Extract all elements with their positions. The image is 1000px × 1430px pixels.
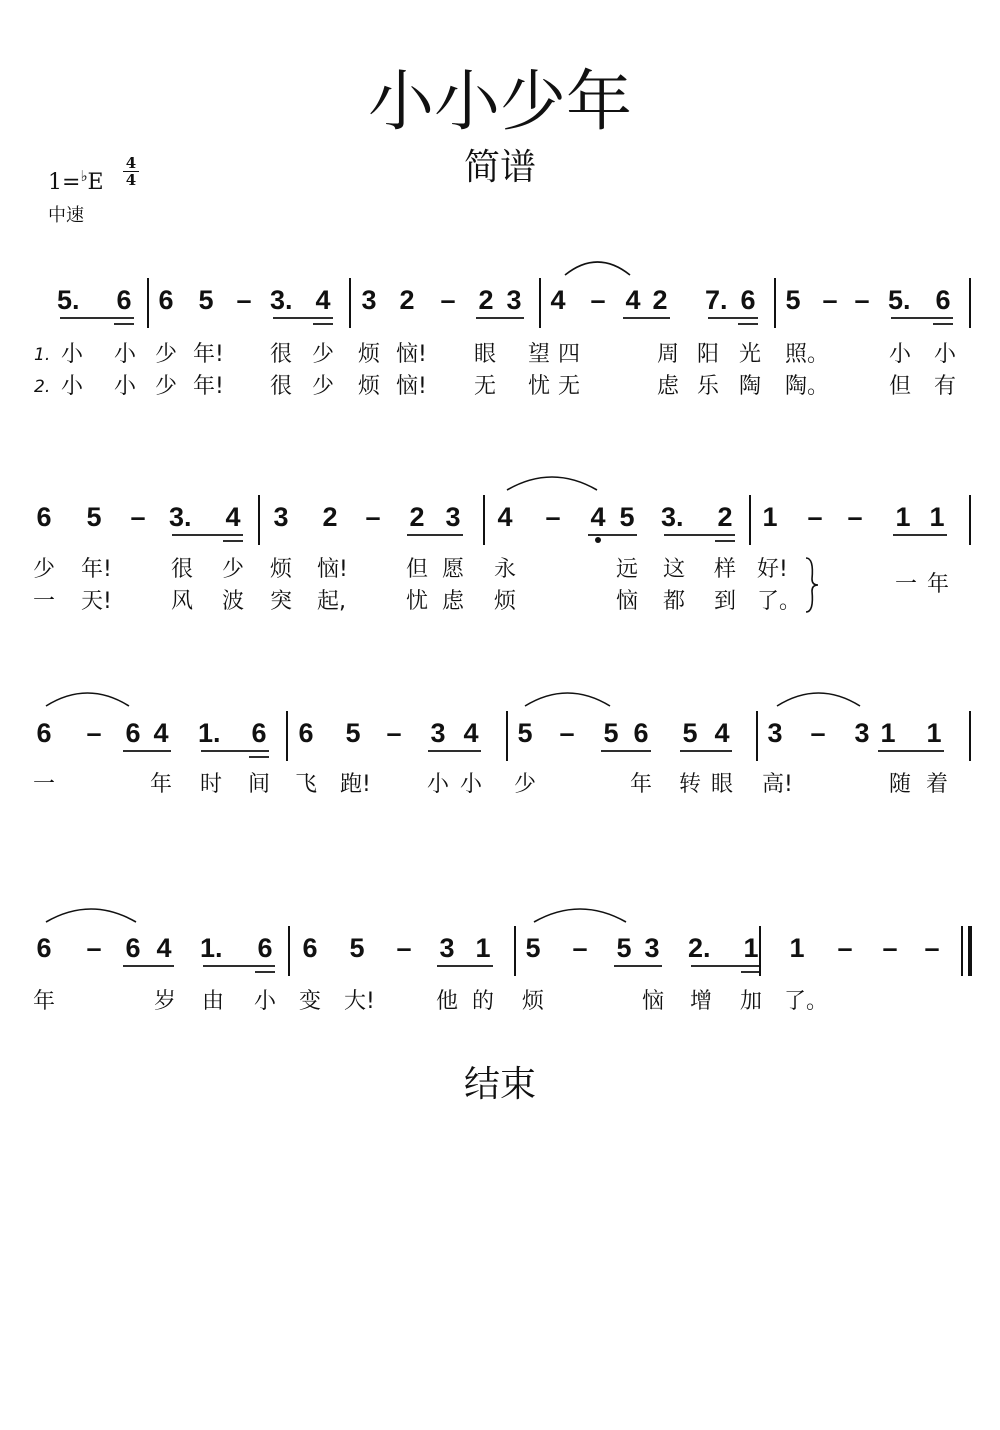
- note: –: [837, 933, 853, 963]
- note: 3: [430, 718, 446, 748]
- lyric-char: 大!: [344, 989, 375, 1014]
- note: 3: [361, 285, 377, 315]
- lyric-char: 的: [471, 989, 494, 1014]
- lyric-char: 远: [615, 557, 638, 582]
- lyric-char: 小: [60, 342, 83, 367]
- lyric-char: 都: [662, 589, 685, 614]
- lyric-char: 随: [888, 772, 911, 797]
- note: 4: [625, 285, 641, 315]
- lyric-char: 烦: [269, 557, 292, 582]
- lyric-char: 小: [253, 989, 276, 1014]
- note: 6: [158, 285, 174, 315]
- lyric-char: 到: [713, 589, 736, 614]
- note: 3: [439, 933, 455, 963]
- verse-brace: [806, 558, 818, 612]
- lyric-char: 间: [247, 772, 270, 797]
- note: –: [854, 285, 870, 315]
- note: 5: [682, 718, 698, 748]
- lyric-char: 加: [739, 989, 762, 1014]
- key-prefix: 1=: [48, 170, 81, 195]
- note: 3.: [270, 285, 293, 315]
- lyric-char: 一: [32, 772, 55, 797]
- slur: [534, 909, 626, 922]
- note: 1: [880, 718, 896, 748]
- page-title: 小小少年: [368, 63, 632, 140]
- note: 6: [36, 718, 52, 748]
- note: 2: [409, 502, 425, 532]
- note: 5: [603, 718, 619, 748]
- slur: [565, 262, 630, 275]
- verse-number: 2.: [34, 377, 51, 397]
- note: 3: [273, 502, 289, 532]
- note: 5: [616, 933, 632, 963]
- slur: [46, 909, 136, 922]
- note: 1: [743, 933, 759, 963]
- lyric-char: 飞: [294, 772, 317, 797]
- lyric-char: 了。: [784, 989, 829, 1014]
- note: 5: [86, 502, 102, 532]
- lyric-char: 样: [713, 557, 736, 582]
- lyric-char: 陶。: [785, 374, 830, 399]
- note: –: [386, 718, 402, 748]
- note: 6: [633, 718, 649, 748]
- note: –: [810, 718, 826, 748]
- lyric-char: 少: [154, 374, 177, 399]
- note: 4: [550, 285, 566, 315]
- ending-text: 结束: [463, 1064, 536, 1105]
- note: 2: [322, 502, 338, 532]
- lyric-char: 了。: [757, 589, 802, 614]
- note: 6: [125, 718, 141, 748]
- lyric-char: 照。: [785, 342, 830, 367]
- lyric-char: 虑: [656, 374, 679, 399]
- lyric-char: 虑: [441, 589, 464, 614]
- note: 3: [644, 933, 660, 963]
- lyric-char: 永: [493, 557, 516, 582]
- note: 5: [619, 502, 635, 532]
- slur: [507, 477, 597, 490]
- note: –: [924, 933, 940, 963]
- note: –: [807, 502, 823, 532]
- note: 1.: [200, 933, 223, 963]
- note: 3: [854, 718, 870, 748]
- note: –: [847, 502, 863, 532]
- lyric-char: 四: [557, 342, 580, 367]
- lyric-char: 光: [738, 342, 761, 367]
- lyric-char: 转: [678, 772, 701, 797]
- note: 1: [475, 933, 491, 963]
- lyric-char: 少: [311, 374, 334, 399]
- lyric-char: 少: [513, 772, 536, 797]
- lyric-char: 眼: [710, 772, 733, 797]
- lyric-char: 眼: [473, 342, 496, 367]
- verse-number: 1.: [34, 345, 51, 365]
- note: 6: [116, 285, 132, 315]
- note: 4: [315, 285, 331, 315]
- note: 1: [929, 502, 945, 532]
- lyric-char: 变: [298, 989, 321, 1014]
- lyric-char: 烦: [521, 989, 544, 1014]
- lyric-char: 望: [527, 342, 550, 367]
- lyric-char: 年!: [81, 557, 112, 582]
- lyric-char: 但: [405, 557, 428, 582]
- tempo-marking: 中速: [48, 205, 84, 226]
- lyric-char: 小: [459, 772, 482, 797]
- lyric-char: 但: [888, 374, 911, 399]
- lyric-char: 年: [926, 572, 949, 597]
- note: –: [86, 933, 102, 963]
- note: 4: [463, 718, 479, 748]
- lyric-char: 起,: [317, 589, 346, 614]
- lyric-char: 好!: [757, 557, 788, 582]
- lyric-char: 恼!: [396, 342, 427, 367]
- slur: [525, 693, 610, 706]
- note: 6: [251, 718, 267, 748]
- note: 5: [517, 718, 533, 748]
- note: –: [590, 285, 606, 315]
- lyric-char: 时: [199, 772, 222, 797]
- lyric-char: 无: [473, 374, 496, 399]
- note: 3: [445, 502, 461, 532]
- note: 6: [257, 933, 273, 963]
- lower-octave-dot: [595, 537, 601, 543]
- page-subtitle: 简谱: [463, 147, 536, 188]
- note: –: [822, 285, 838, 315]
- note: –: [365, 502, 381, 532]
- time-bottom: 4: [125, 171, 137, 189]
- lyric-char: 很: [269, 342, 292, 367]
- slur: [777, 693, 860, 706]
- note: 2.: [688, 933, 711, 963]
- note: 4: [590, 502, 606, 532]
- note: 5: [345, 718, 361, 748]
- lyric-char: 少: [311, 342, 334, 367]
- note: 6: [935, 285, 951, 315]
- lyric-char: 很: [170, 557, 193, 582]
- note: 6: [298, 718, 314, 748]
- lyric-char: 由: [201, 989, 224, 1014]
- lyric-char: 少: [154, 342, 177, 367]
- lyric-char: 天!: [81, 589, 112, 614]
- note: 6: [740, 285, 756, 315]
- note: 4: [153, 718, 169, 748]
- note: 5: [198, 285, 214, 315]
- lyric-char: 小: [60, 374, 83, 399]
- lyric-char: 着: [925, 772, 948, 797]
- note: –: [545, 502, 561, 532]
- lyric-char: 烦: [357, 374, 380, 399]
- note: 5: [785, 285, 801, 315]
- lyric-char: 忧: [527, 374, 550, 399]
- note: 3: [506, 285, 522, 315]
- lyric-char: 小: [426, 772, 449, 797]
- lyric-char: 恼: [641, 989, 664, 1014]
- lyric-char: 乐: [696, 374, 719, 399]
- note: 1: [762, 502, 778, 532]
- lyric-char: 有: [933, 374, 956, 399]
- slur: [46, 693, 129, 706]
- note: 2: [399, 285, 415, 315]
- note: 2: [717, 502, 733, 532]
- note: 6: [36, 933, 52, 963]
- note: 5.: [57, 285, 80, 315]
- note: 3.: [661, 502, 684, 532]
- note: 4: [156, 933, 172, 963]
- lyric-char: 陶: [738, 374, 761, 399]
- lyric-char: 很: [269, 374, 292, 399]
- key-note: E: [87, 170, 104, 195]
- lyric-char: 跑!: [340, 772, 371, 797]
- lyric-char: 年!: [193, 374, 224, 399]
- note: 1: [895, 502, 911, 532]
- lyric-char: 一: [32, 589, 55, 614]
- note: 5.: [888, 285, 911, 315]
- note: 4: [714, 718, 730, 748]
- lyric-char: 年!: [193, 342, 224, 367]
- note: 5: [349, 933, 365, 963]
- note: –: [86, 718, 102, 748]
- note: –: [396, 933, 412, 963]
- lyric-char: 周: [656, 342, 679, 367]
- lyric-char: 一: [894, 572, 917, 597]
- note: 6: [36, 502, 52, 532]
- note: 6: [125, 933, 141, 963]
- lyric-char: 这: [662, 557, 685, 582]
- lyric-char: 烦: [493, 589, 516, 614]
- note: 4: [225, 502, 241, 532]
- lyric-char: 忧: [405, 589, 428, 614]
- note: 4: [497, 502, 513, 532]
- lyric-char: 突: [269, 589, 292, 614]
- lyric-char: 波: [221, 589, 244, 614]
- note: –: [882, 933, 898, 963]
- lyric-char: 他: [435, 989, 458, 1014]
- note: 2: [652, 285, 668, 315]
- time-top: 4: [125, 154, 137, 172]
- note: –: [440, 285, 456, 315]
- note: 7.: [705, 285, 728, 315]
- lyric-char: 烦: [357, 342, 380, 367]
- lyric-char: 岁: [153, 989, 176, 1014]
- note: 2: [478, 285, 494, 315]
- note: –: [236, 285, 252, 315]
- note: 5: [525, 933, 541, 963]
- note: 3.: [169, 502, 192, 532]
- note: –: [130, 502, 146, 532]
- lyric-char: 少: [221, 557, 244, 582]
- lyric-char: 高!: [762, 772, 793, 797]
- lyric-char: 年: [629, 772, 652, 797]
- lyric-char: 恼: [615, 589, 638, 614]
- note: –: [559, 718, 575, 748]
- note: 6: [302, 933, 318, 963]
- lyric-char: 年: [32, 989, 55, 1014]
- lyric-char: 风: [170, 589, 193, 614]
- lyric-char: 恼!: [317, 557, 348, 582]
- lyric-char: 小: [113, 374, 136, 399]
- lyric-char: 少: [32, 557, 55, 582]
- lyric-char: 愿: [441, 557, 464, 582]
- note: 1: [926, 718, 942, 748]
- note: –: [572, 933, 588, 963]
- lyric-char: 小: [113, 342, 136, 367]
- lyric-char: 阳: [696, 342, 719, 367]
- note: 1: [789, 933, 805, 963]
- note: 3: [767, 718, 783, 748]
- lyric-char: 增: [689, 989, 712, 1014]
- lyric-char: 无: [557, 374, 580, 399]
- flat-sign: ♭: [80, 167, 88, 185]
- lyric-char: 年: [149, 772, 172, 797]
- lyric-char: 小: [888, 342, 911, 367]
- lyric-char: 小: [933, 342, 956, 367]
- note: 1.: [198, 718, 221, 748]
- lyric-char: 恼!: [396, 374, 427, 399]
